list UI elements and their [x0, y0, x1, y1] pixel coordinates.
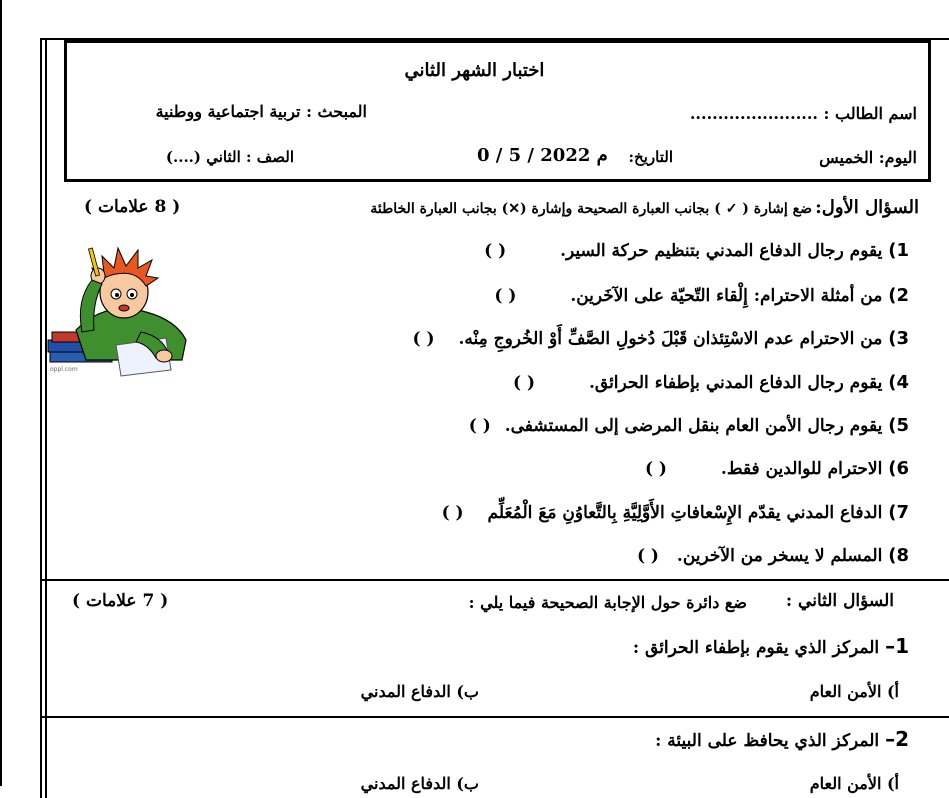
q1-item-8: 8) المسلم لا يسخر من الآخرين. ( )	[636, 545, 909, 566]
answer-blank[interactable]: ( )	[513, 373, 536, 393]
answer-blank[interactable]: ( )	[644, 459, 667, 479]
q2-title: السؤال الثاني :	[785, 591, 894, 611]
q2-item-1: 1– المركز الذي يقوم بإطفاء الحرائق :	[632, 634, 909, 658]
q2-item-2-option-a[interactable]: أ) الأمن العام	[809, 774, 899, 793]
q1-item-5: 5) يقوم رجال الأمن العام بنقل المرضى إلى المستشفى. ( )	[468, 415, 909, 436]
section-divider-2	[42, 716, 949, 718]
q2-instruction: ضع دائرة حول الإجابة الصحيحة فيما يلي :	[468, 593, 747, 612]
q1-instruction: ضع إشارة ( ✓ ) بجانب العبارة الصحيحة وإشارة (✕) بجانب العبارة الخاطئة	[370, 201, 812, 217]
section-divider-1	[42, 579, 949, 581]
student-clipart	[46, 240, 192, 380]
day-label: اليوم: الخميس	[819, 148, 917, 167]
answer-blank[interactable]: ( )	[484, 241, 507, 261]
q2-item-2: 2– المركز الذي يحافظ على البيئة :	[655, 727, 909, 751]
outer-border-left-inner	[45, 38, 47, 798]
exam-title: اختبار الشهر الثاني	[404, 60, 545, 81]
q1-item-4: 4) يقوم رجال الدفاع المدني بإطفاء الحرائق. ( )	[513, 372, 909, 393]
q1-item-6: 6) الاحترام للوالدين فقط. ( )	[644, 458, 909, 479]
q1-item-7: 7) الدفاع المدني يقدّم الإِسْعافاتِ الأَوَّلِيَّةِ بِالتَّعاوُنِ مَعَ الْمُعَلِّم ( )	[441, 502, 909, 523]
page-edge-left	[0, 0, 2, 786]
thinking-student-illustration	[46, 240, 192, 380]
q1-title: السؤال الأول:	[815, 197, 919, 218]
q2-item-1-option-a[interactable]: أ) الأمن العام	[809, 682, 899, 701]
answer-blank[interactable]: ( )	[494, 286, 517, 306]
q2-item-1-option-b[interactable]: ب) الدفاع المدني	[360, 682, 479, 701]
q1-item-1: 1) يقوم رجال الدفاع المدني بتنظيم حركة السير. ( )	[484, 240, 909, 261]
q2-item-2-option-b[interactable]: ب) الدفاع المدني	[360, 774, 479, 793]
date-label: التاريخ:	[628, 148, 673, 166]
answer-blank[interactable]: ( )	[412, 329, 435, 349]
answer-blank[interactable]: ( )	[636, 546, 659, 566]
answer-blank[interactable]: ( )	[441, 503, 464, 523]
q1-item-3: 3) من الاحترام عدم الاسْتِئذان قَبْلَ دُخولِ الصَّفِّ أَوْ الخُروجِ مِنْه. ( )	[412, 328, 909, 349]
q2-marks: ( 7 علامات )	[72, 591, 169, 611]
date-value: 0 / 5 / 2022 م	[477, 145, 608, 166]
q1-item-2: 2) من أمثلة الاحترام: إِلْقاء التّحيّة على الآخَرين. ( )	[494, 285, 909, 306]
q1-marks: ( 8 علامات )	[84, 197, 181, 217]
answer-blank[interactable]: ( )	[468, 416, 491, 436]
subject-label: المبحث : تربية اجتماعية ووطنية	[155, 102, 367, 121]
outer-border-left	[40, 38, 42, 798]
student-name-field: اسم الطالب : .......................	[689, 104, 917, 123]
clipart-caption: oppl.com	[50, 366, 78, 373]
grade-label: الصف : الثاني (....)	[165, 148, 294, 166]
